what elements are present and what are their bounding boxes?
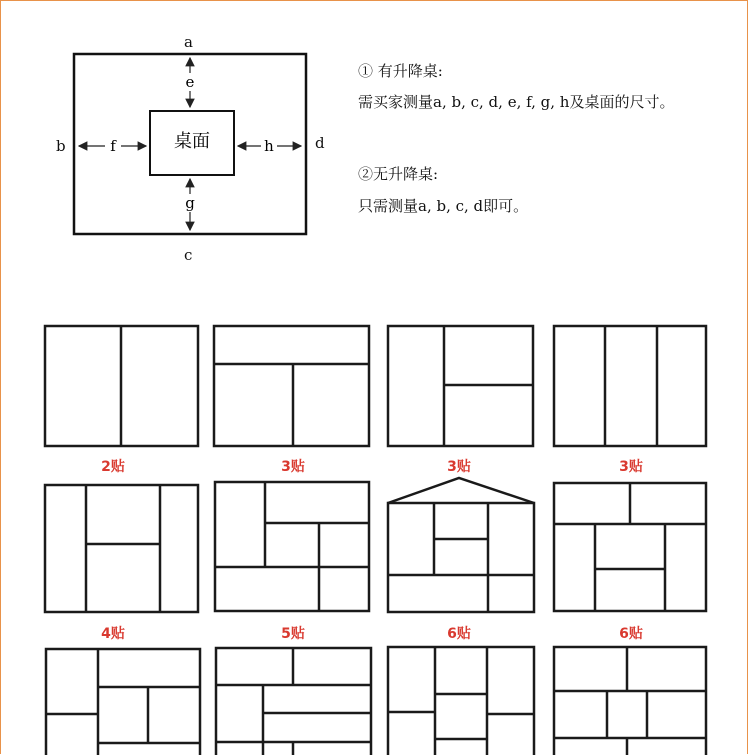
layout-2-panels: [45, 326, 198, 446]
label-h: h: [264, 137, 274, 155]
label-f: f: [110, 137, 116, 155]
layout-row3-d: [554, 647, 706, 755]
caption-layout-6: 5贴: [281, 626, 305, 642]
label-b: b: [56, 137, 66, 155]
layout-5-panels: [215, 482, 369, 611]
with-lift-text: 需买家测量a, b, c, d, e, f, g, h及桌面的尺寸。: [358, 93, 675, 111]
label-c: c: [184, 246, 193, 264]
caption-layout-1: 2贴: [101, 459, 125, 475]
layout-row3-c: [388, 647, 534, 755]
label-d: d: [315, 134, 325, 152]
layout-3-panels-c: [554, 326, 706, 446]
caption-layout-5: 4贴: [101, 626, 125, 642]
layout-4-panels: [45, 485, 198, 612]
caption-layout-4: 3贴: [619, 459, 643, 475]
layout-3-panels-a: [214, 326, 369, 446]
caption-layout-3: 3贴: [447, 459, 471, 475]
layout-6-panels-b: [554, 483, 706, 611]
with-lift-title: ① 有升降桌:: [358, 62, 443, 80]
layout-6-panels-a: [388, 478, 534, 612]
label-g: g: [185, 194, 195, 212]
without-lift-text: 只需测量a, b, c, d即可。: [358, 197, 529, 215]
caption-layout-8: 6贴: [619, 626, 643, 642]
caption-layout-7: 6贴: [447, 626, 471, 642]
without-lift-title: ②无升降桌:: [358, 165, 439, 183]
desk-label: 桌面: [174, 131, 210, 152]
layout-row3-b: [216, 648, 371, 755]
layout-3-panels-b: [388, 326, 533, 446]
label-e: e: [185, 73, 195, 91]
label-a: a: [184, 33, 193, 51]
caption-layout-2: 3贴: [281, 459, 305, 475]
layout-row3-a: [46, 649, 200, 755]
